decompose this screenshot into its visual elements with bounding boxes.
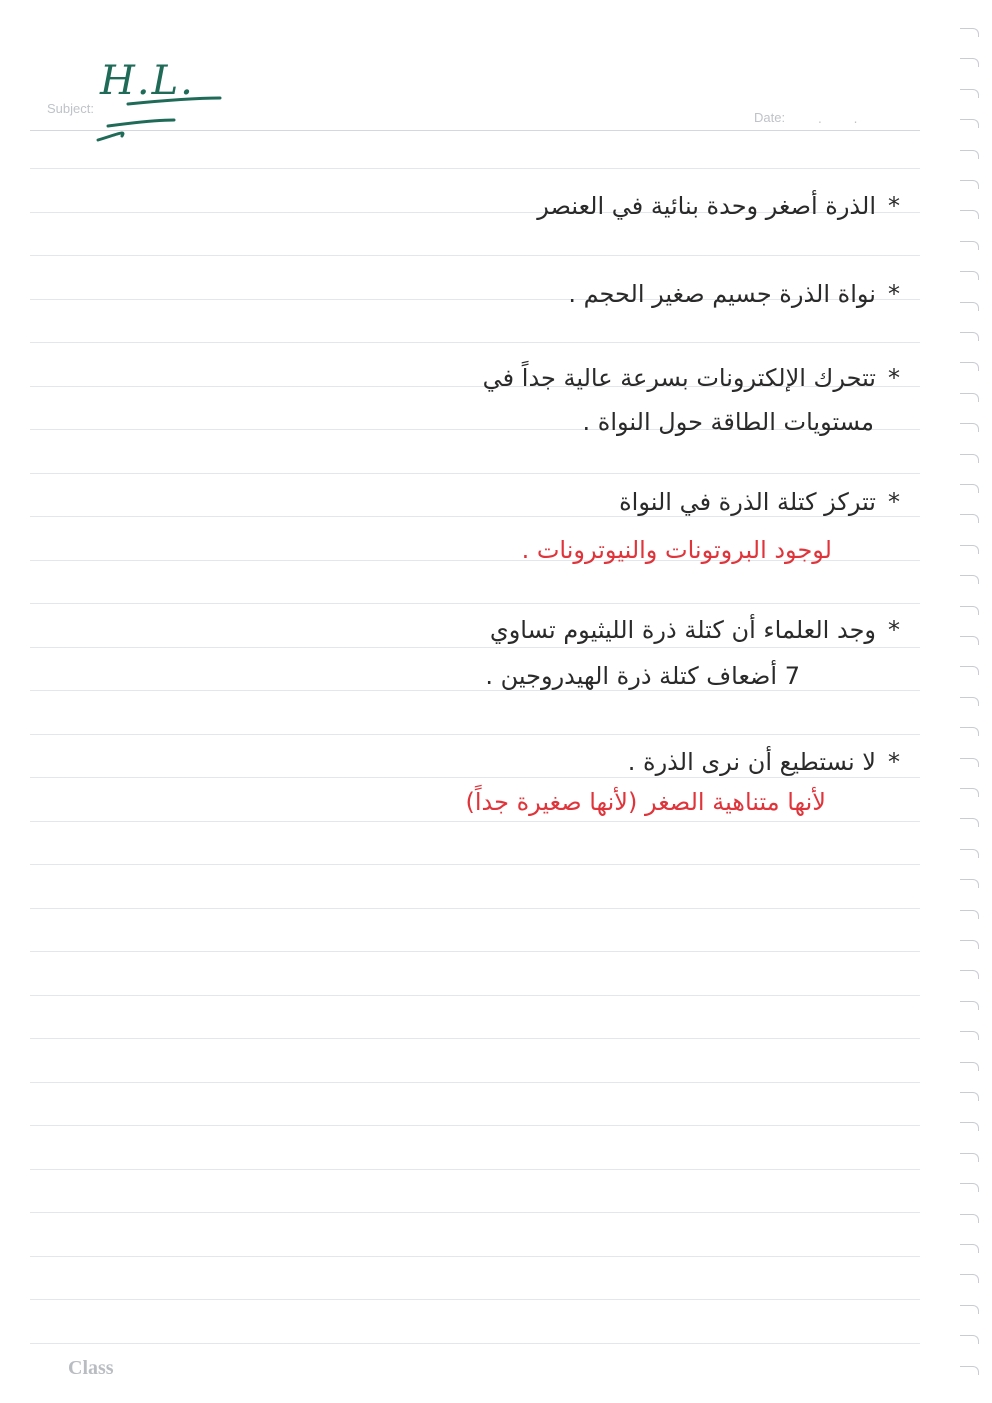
note-text: وجد العلماء أن كتلة ذرة الليثيوم تساوي (489, 616, 876, 644)
spiral-ring (960, 1153, 979, 1162)
ruled-line (30, 1212, 920, 1213)
spiral-ring (960, 818, 979, 827)
note-bullet: * (888, 364, 900, 392)
note-text: مستويات الطاقة حول النواة . (582, 408, 874, 436)
spiral-ring (960, 1274, 979, 1283)
note-text: تتركز كتلة الذرة في النواة (619, 488, 876, 516)
ruled-line (30, 864, 920, 865)
note-answer-2 (465, 780, 826, 824)
spiral-ring (960, 1305, 979, 1314)
spiral-ring (960, 606, 979, 615)
spiral-ring (960, 910, 979, 919)
spiral-ring (960, 362, 979, 371)
subject-underline-squiggle (78, 96, 228, 146)
ruled-line (30, 603, 920, 604)
spiral-ring (960, 119, 979, 128)
subject-value: H.L. (100, 58, 195, 104)
ruled-line (30, 995, 920, 996)
spiral-ring (960, 727, 979, 736)
spiral-ring (960, 788, 979, 797)
spiral-ring (960, 89, 979, 98)
note-text: لا نستطيع أن نرى الذرة . (627, 748, 876, 776)
spiral-ring (960, 210, 979, 219)
spiral-ring (960, 393, 979, 402)
spiral-ring (960, 758, 979, 767)
ruled-line (30, 1038, 920, 1039)
spiral-ring (960, 1092, 979, 1101)
spiral-ring (960, 970, 979, 979)
ruled-line (30, 1299, 920, 1300)
spiral-ring (960, 58, 979, 67)
note-text: لوجود البروتونات والنيوترونات . (521, 536, 832, 564)
note-bullet: * (888, 616, 900, 644)
note-line-3-continued (583, 400, 875, 444)
note-bullet: * (888, 748, 900, 776)
note-line-5 (490, 608, 900, 652)
note-answer-1 (522, 528, 832, 572)
ruled-line (30, 1343, 920, 1344)
note-bullet: * (888, 280, 900, 308)
note-text: تتحرك الإلكترونات بسرعة عالية جداً في (482, 364, 876, 392)
spiral-ring (960, 1001, 979, 1010)
subject-label: Subject: (47, 101, 94, 116)
note-text: نواة الذرة جسيم صغير الحجم . (568, 280, 876, 308)
note-text: لأنها متناهية الصغر (لأنها صغيرة جداً) (465, 788, 826, 816)
note-text: 7 أضعاف كتلة ذرة الهيدروجين . (485, 662, 800, 690)
spiral-ring (960, 484, 979, 493)
spiral-ring (960, 575, 979, 584)
spiral-ring (960, 150, 979, 159)
spiral-ring (960, 1031, 979, 1040)
ruled-line (30, 168, 920, 169)
spiral-ring (960, 697, 979, 706)
date-value: . . (818, 112, 872, 126)
note-line-3 (483, 356, 900, 400)
ruled-line (30, 1169, 920, 1170)
class-label: Class (68, 1357, 114, 1379)
spiral-ring (960, 180, 979, 189)
ruled-line (30, 951, 920, 952)
spiral-ring (960, 636, 979, 645)
spiral-ring (960, 423, 979, 432)
ruled-line (30, 1256, 920, 1257)
note-line-1 (537, 184, 900, 228)
spiral-ring (960, 940, 979, 949)
spiral-ring (960, 454, 979, 463)
spiral-ring (960, 514, 979, 523)
note-line-4 (619, 480, 900, 524)
spiral-ring (960, 1183, 979, 1192)
spiral-ring (960, 1062, 979, 1071)
ruled-line (30, 255, 920, 256)
note-bullet: * (888, 192, 900, 220)
ruled-line (30, 342, 920, 343)
note-line-6 (628, 740, 900, 784)
spiral-ring (960, 28, 979, 37)
note-text: الذرة أصغر وحدة بنائية في العنصر (537, 192, 876, 220)
spiral-ring (960, 1122, 979, 1131)
spiral-ring (960, 1335, 979, 1344)
ruled-line (30, 473, 920, 474)
spiral-ring (960, 879, 979, 888)
spiral-binding (958, 0, 992, 1403)
note-bullet: * (888, 488, 900, 516)
spiral-ring (960, 849, 979, 858)
note-line-5-continued (485, 654, 800, 698)
spiral-ring (960, 1244, 979, 1253)
ruled-line (30, 908, 920, 909)
spiral-ring (960, 666, 979, 675)
ruled-line (30, 1125, 920, 1126)
spiral-ring (960, 545, 979, 554)
ruled-line (30, 1082, 920, 1083)
spiral-ring (960, 1214, 979, 1223)
spiral-ring (960, 1366, 979, 1375)
spiral-ring (960, 302, 979, 311)
date-label: Date: (754, 110, 786, 125)
spiral-ring (960, 241, 979, 250)
spiral-ring (960, 271, 979, 280)
note-line-2 (568, 272, 900, 316)
spiral-ring (960, 332, 979, 341)
ruled-line (30, 734, 920, 735)
